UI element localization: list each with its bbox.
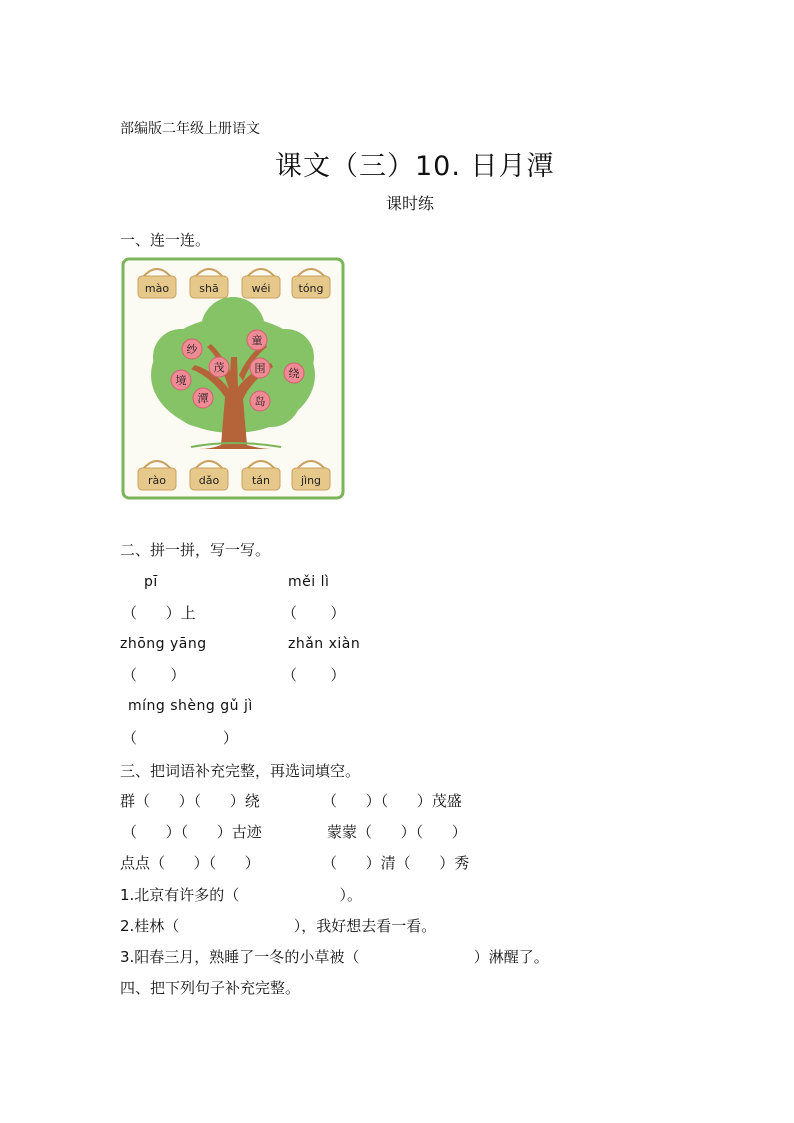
sentence-2[interactable]: 2.桂林（ ），我好想去看一看。	[120, 917, 437, 935]
apple-label: 围	[254, 362, 266, 375]
blank-zhongyang[interactable]: （ ）	[122, 666, 186, 684]
basket-label: shā	[199, 282, 219, 295]
apple-3	[209, 357, 229, 377]
tree-basket-illustration	[121, 257, 345, 500]
fill-row-1-left[interactable]: 群（ ）（ ）绕	[120, 792, 260, 810]
fill-row-2-left[interactable]: （ ）（ ）古迹	[122, 823, 262, 841]
subtitle: 课时练	[386, 194, 435, 213]
apple-label: 纱	[186, 343, 198, 356]
basket-label: wéi	[251, 282, 271, 295]
apple-label: 潭	[197, 392, 209, 405]
blank-meili[interactable]: （ ）	[282, 604, 346, 622]
basket-label: jìng	[300, 474, 322, 487]
section1-heading: 一、连一连。	[120, 231, 211, 249]
blank-zhanxian[interactable]: （ ）	[282, 666, 346, 684]
fill-row-3-right[interactable]: （ ）清（ ）秀	[322, 854, 470, 872]
section2-heading: 二、拼一拼，写一写。	[120, 541, 271, 559]
basket-label: tóng	[298, 282, 324, 295]
page-title: 课文（三）10. 日月潭	[275, 151, 555, 182]
pinyin-mingshengguji: míng shèng gǔ jì	[128, 698, 253, 714]
apple-6	[171, 370, 191, 390]
section3-heading: 三、把词语补充完整，再选词填空。	[120, 762, 361, 780]
matching-figure	[121, 257, 345, 500]
pinyin-zhanxian: zhǎn xiàn	[288, 636, 361, 652]
apple-label: 童	[251, 334, 263, 347]
apple-5	[284, 363, 304, 383]
sentence-3[interactable]: 3.阳春三月，熟睡了一冬的小草被（ ）淋醒了。	[120, 948, 549, 966]
basket-label: mào	[144, 282, 170, 295]
apple-7	[193, 388, 213, 408]
fill-row-1-right[interactable]: （ ）（ ）茂盛	[322, 792, 462, 810]
header-label: 部编版二年级上册语文	[120, 121, 260, 137]
apple-1	[182, 339, 202, 359]
apple-label: 境	[175, 374, 187, 387]
apple-2	[247, 330, 267, 350]
pinyin-zhongyang: zhōng yāng	[120, 636, 207, 652]
blank-mingshengguji[interactable]: （ ）	[122, 729, 238, 747]
blank-pi[interactable]: （ ）上	[122, 604, 196, 622]
sentence-1[interactable]: 1.北京有许多的（ ）。	[120, 886, 362, 904]
apple-8	[250, 391, 270, 411]
basket-label: tán	[251, 474, 271, 487]
apple-label: 绕	[288, 367, 300, 380]
apple-label: 茂	[213, 361, 225, 374]
fill-row-3-left[interactable]: 点点（ ）（ ）	[120, 854, 260, 872]
apple-label: 岛	[254, 395, 266, 408]
fill-row-2-right[interactable]: 蒙蒙（ ）（ ）	[327, 823, 467, 841]
apple-4	[250, 358, 270, 378]
pinyin-pi: pī	[144, 574, 158, 590]
section4-heading: 四、把下列句子补充完整。	[120, 979, 301, 997]
basket-label: rào	[148, 474, 166, 487]
pinyin-meili: měi lì	[288, 574, 330, 590]
basket-label: dǎo	[198, 474, 220, 487]
